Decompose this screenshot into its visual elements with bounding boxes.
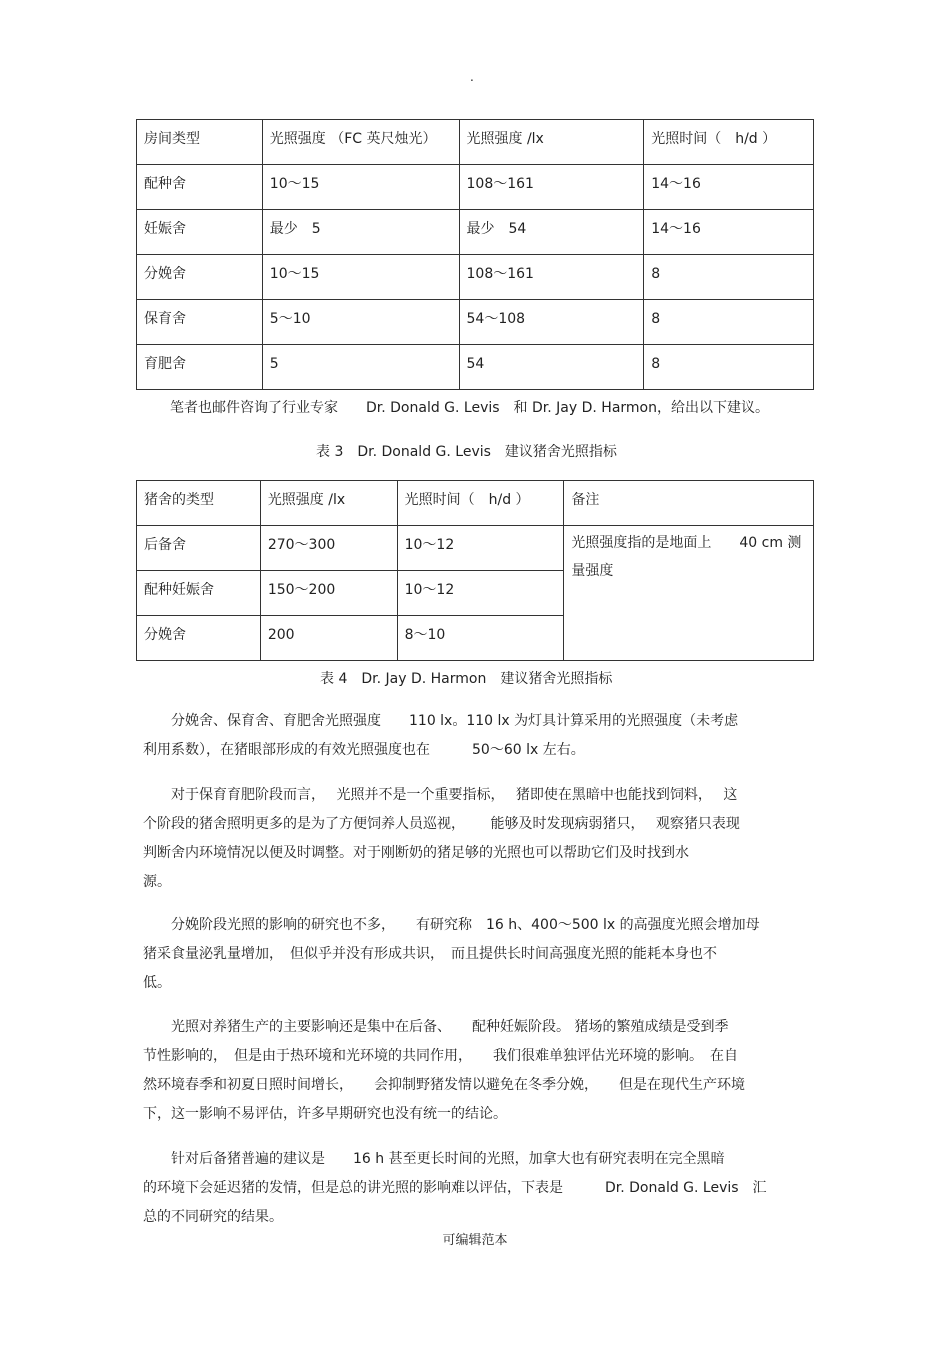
table-cell: 10～12 <box>397 526 564 571</box>
paragraph-line: 判断舍内环境情况以便及时调整。对于刚断奶的猪足够的光照也可以帮助它们及时找到水 <box>143 845 689 861</box>
paragraph-line: 源。 <box>143 874 171 890</box>
table-cell: 5 <box>262 345 459 390</box>
header-cell: 猪舍的类型 <box>137 481 261 526</box>
paragraph-2 <box>143 781 813 897</box>
paragraph-line: 的环境下会延迟猪的发情，但是总的讲光照的影响难以评估，下表是 Dr. Donald G. Levis 汇 <box>143 1180 767 1196</box>
table-cell: 200 <box>260 616 397 661</box>
table-cell: 150～200 <box>260 571 397 616</box>
paragraph-line: 分娩阶段光照的影响的研究也不多， 有研究称 16 h、400～500 lx 的高强度光照会增加母 <box>143 917 760 933</box>
intro-line: 笔者也邮件咨询了行业专家 Dr. Donald G. Levis 和 Dr. Jay D. Harmon，给出以下建议。 <box>170 400 769 416</box>
header-cell: 光照强度 /lx <box>260 481 397 526</box>
paragraph-line: 然环境春季和初夏日照时间增长， 会抑制野猪发情以避免在冬季分娩， 但是在现代生产环境 <box>143 1077 745 1093</box>
table-4-caption: 表 4 Dr. Jay D. Harmon 建议猪舍光照指标 <box>320 671 613 687</box>
table-header-row <box>137 481 814 526</box>
table-cell: 8 <box>644 345 814 390</box>
table-header-row <box>137 120 814 165</box>
note-cell: 光照强度指的是地面上 40 cm 测量强度 <box>564 526 814 661</box>
table-cell: 最少 5 <box>262 210 459 255</box>
table-row <box>137 210 814 255</box>
paragraph-line: 分娩舍、保育舍、育肥舍光照强度 110 lx。110 lx 为灯具计算采用的光照强度（未考虑 <box>143 713 739 729</box>
page-footer: 可编辑范本 <box>442 1233 508 1248</box>
lighting-table-2 <box>136 480 814 661</box>
table-cell: 108～161 <box>459 165 644 210</box>
table-cell: 54 <box>459 345 644 390</box>
header-cell: 光照时间（ h/d ） <box>397 481 564 526</box>
paragraph-line: 光照对养猪生产的主要影响还是集中在后备、 配种妊娠阶段。 猪场的繁殖成绩是受到季 <box>143 1019 729 1035</box>
header-cell: 备注 <box>564 481 814 526</box>
table-cell: 14～16 <box>644 165 814 210</box>
paragraph-4 <box>143 1013 813 1129</box>
paragraph-line: 针对后备猪普遍的建议是 16 h 甚至更长时间的光照，加拿大也有研究表明在完全黑暗 <box>143 1151 725 1167</box>
paragraph-1 <box>143 707 813 765</box>
table-cell: 54～108 <box>459 300 644 345</box>
lighting-table-1 <box>136 119 814 390</box>
paragraph-line: 个阶段的猪舍照明更多的是为了方便饲养人员巡视， 能够及时发现病弱猪只， 观察猪只表现 <box>143 816 740 832</box>
table-cell: 保育舍 <box>137 300 263 345</box>
header-cell: 光照强度 （FC 英尺烛光） <box>262 120 459 165</box>
table-3-caption: 表 3 Dr. Donald G. Levis 建议猪舍光照指标 <box>316 444 617 460</box>
table-row <box>137 345 814 390</box>
paragraph-line: 总的不同研究的结果。 <box>143 1209 283 1225</box>
table-cell: 8 <box>644 300 814 345</box>
paragraph-5 <box>143 1145 813 1232</box>
table-cell: 分娩舍 <box>137 255 263 300</box>
table-cell: 10～15 <box>262 255 459 300</box>
paragraph-line: 低。 <box>143 975 171 991</box>
table-cell: 8 <box>644 255 814 300</box>
table-cell: 14～16 <box>644 210 814 255</box>
table-cell: 10～15 <box>262 165 459 210</box>
table-cell: 后备舍 <box>137 526 261 571</box>
table-row <box>137 526 814 571</box>
table-cell: 10～12 <box>397 571 564 616</box>
header-cell: 光照时间（ h/d ） <box>644 120 814 165</box>
table-cell: 108～161 <box>459 255 644 300</box>
table-cell: 妊娠舍 <box>137 210 263 255</box>
paragraph-line: 猪采食量泌乳量增加， 但似乎并没有形成共识， 而且提供长时间高强度光照的能耗本身也不 <box>143 946 717 962</box>
header-cell: 光照强度 /lx <box>459 120 644 165</box>
table-cell: 配种舍 <box>137 165 263 210</box>
table-cell: 8～10 <box>397 616 564 661</box>
table-row <box>137 300 814 345</box>
page-marker: . <box>470 70 474 84</box>
paragraph-line: 节性影响的， 但是由于热环境和光环境的共同作用， 我们很难单独评估光环境的影响。 在自 <box>143 1048 738 1064</box>
table-row <box>137 255 814 300</box>
paragraph-line: 下，这一影响不易评估，许多早期研究也没有统一的结论。 <box>143 1106 507 1122</box>
header-cell: 房间类型 <box>137 120 263 165</box>
table-row <box>137 165 814 210</box>
table-cell: 5～10 <box>262 300 459 345</box>
table-cell: 270～300 <box>260 526 397 571</box>
table-cell: 分娩舍 <box>137 616 261 661</box>
paragraph-3 <box>143 911 813 998</box>
table-cell: 配种妊娠舍 <box>137 571 261 616</box>
paragraph-line: 利用系数），在猪眼部形成的有效光照强度也在 50～60 lx 左右。 <box>143 742 585 758</box>
table-cell: 育肥舍 <box>137 345 263 390</box>
table-cell: 最少 54 <box>459 210 644 255</box>
paragraph-line: 对于保育育肥阶段而言， 光照并不是一个重要指标， 猪即使在黑暗中也能找到饲料， 这 <box>143 787 738 803</box>
